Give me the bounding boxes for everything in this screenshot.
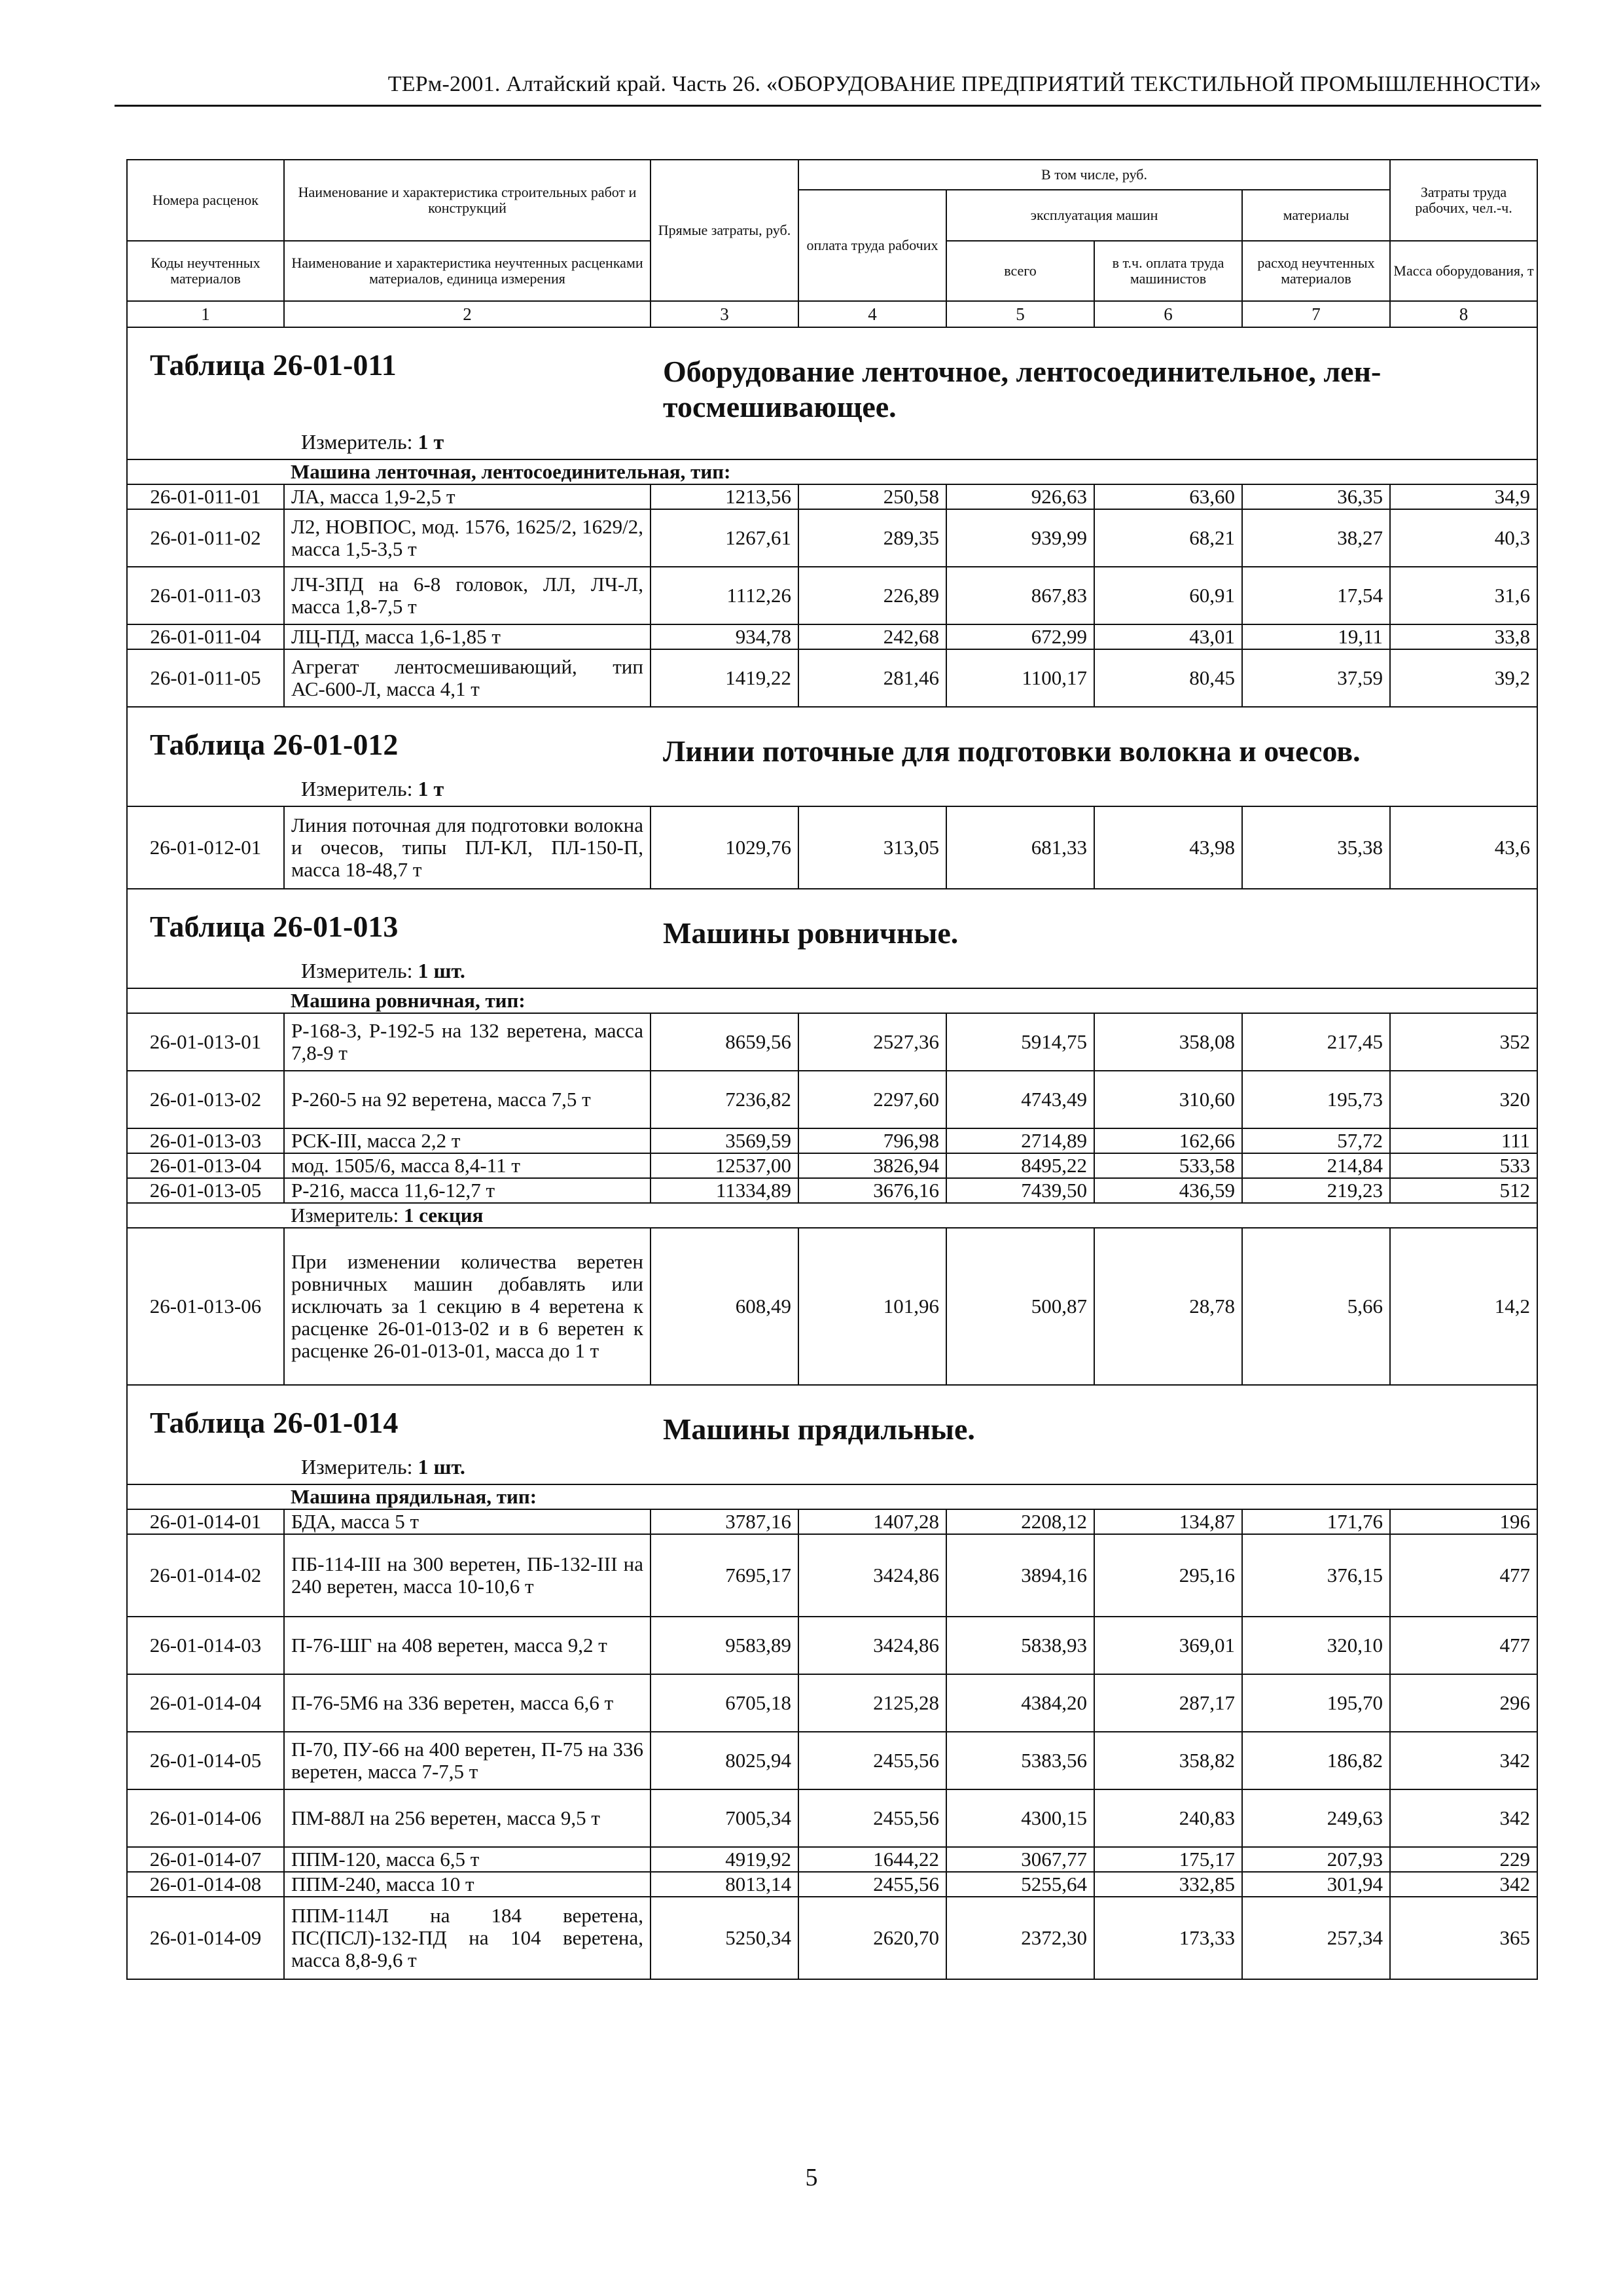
machine-cost-total: 867,83: [946, 567, 1094, 624]
rate-description: Линия поточная для подготовки волокна и очесов, типы ПЛ-КЛ, ПЛ-150-П, масса 18-48,7 т: [284, 806, 651, 889]
direct-cost: 1419,22: [651, 649, 798, 707]
rate-description: ПБ-114-III на 300 веретен, ПБ-132-III на 240 веретен, масса 10-10,6 т: [284, 1534, 651, 1617]
rate-description: П-70, ПУ-66 на 400 веретен, П-75 на 336 веретен, масса 7-7,5 т: [284, 1732, 651, 1789]
labor-cost: 3676,16: [798, 1178, 946, 1203]
direct-cost: 8025,94: [651, 1732, 798, 1789]
table-title: Машины прядильные.: [663, 1412, 975, 1446]
machine-cost-total: 4384,20: [946, 1674, 1094, 1732]
section-heading-row: [127, 1385, 1537, 1484]
rate-code: 26-01-011-01: [127, 484, 284, 509]
materials-cost: 376,15: [1242, 1534, 1390, 1617]
rate-code: 26-01-013-06: [127, 1228, 284, 1385]
rate-code: 26-01-011-05: [127, 649, 284, 707]
direct-cost: 5250,34: [651, 1897, 798, 1979]
machines-header: эксплуатация машин: [946, 190, 1242, 241]
column-number: 1: [127, 301, 284, 327]
materials-cost: 195,70: [1242, 1674, 1390, 1732]
rate-code: 26-01-013-02: [127, 1071, 284, 1128]
direct-cost: 7005,34: [651, 1789, 798, 1847]
col-group-header: В том числе, руб.: [798, 160, 1390, 190]
equipment-mass: 229: [1390, 1847, 1537, 1872]
machinist-labor-cost: 28,78: [1094, 1228, 1242, 1385]
machinist-labor-cost: 287,17: [1094, 1674, 1242, 1732]
machine-cost-total: 4300,15: [946, 1789, 1094, 1847]
rate-description: ЛЦ-ПД, масса 1,6-1,85 т: [284, 624, 651, 649]
direct-cost: 7236,82: [651, 1071, 798, 1128]
rate-description: РСК-III, масса 2,2 т: [284, 1128, 651, 1153]
materials-cost: 207,93: [1242, 1847, 1390, 1872]
table-title: Линии поточные для подготовки волокна и очесов.: [663, 734, 1361, 768]
machine-type-subhead: Машина ровничная, тип:: [284, 988, 1537, 1013]
machinist-labor-cost: 240,83: [1094, 1789, 1242, 1847]
labor-cost: 250,58: [798, 484, 946, 509]
rate-code: 26-01-014-02: [127, 1534, 284, 1617]
table-row: [127, 1732, 1537, 1789]
rates-table: [126, 159, 1538, 1980]
machine-type-subhead: Машина ленточная, лентосоединительная, тип:: [284, 459, 1537, 484]
section-heading-row: [127, 327, 1537, 459]
subhead-row: [127, 459, 1537, 484]
labor-cost: 2527,36: [798, 1013, 946, 1071]
subhead-row: [127, 988, 1537, 1013]
equipment-mass: 365: [1390, 1897, 1537, 1979]
equipment-mass: 39,2: [1390, 649, 1537, 707]
labor-cost: 2620,70: [798, 1897, 946, 1979]
rate-description: ППМ-240, масса 10 т: [284, 1872, 651, 1897]
col1-top: Номера расценок: [127, 160, 284, 241]
direct-cost: 1213,56: [651, 484, 798, 509]
machine-cost-total: 681,33: [946, 806, 1094, 889]
subhead-row: [127, 1484, 1537, 1509]
col4-header: оплата труда рабочих: [798, 190, 946, 301]
materials-cost: 219,23: [1242, 1178, 1390, 1203]
rate-code: 26-01-014-09: [127, 1897, 284, 1979]
direct-cost: 1112,26: [651, 567, 798, 624]
rate-code: 26-01-014-06: [127, 1789, 284, 1847]
equipment-mass: 533: [1390, 1153, 1537, 1178]
machinist-labor-cost: 369,01: [1094, 1617, 1242, 1674]
machinist-labor-cost: 310,60: [1094, 1071, 1242, 1128]
machinist-labor-cost: 60,91: [1094, 567, 1242, 624]
rate-code: 26-01-014-04: [127, 1674, 284, 1732]
machinist-labor-cost: 332,85: [1094, 1872, 1242, 1897]
unit-label: Измеритель:: [301, 1455, 413, 1479]
machine-cost-total: 2208,12: [946, 1509, 1094, 1534]
col2-bottom: Наименование и характеристика неучтенных расценками материалов, единица измерения: [284, 241, 651, 301]
machine-cost-total: 2372,30: [946, 1897, 1094, 1979]
machine-type-subhead: Машина прядильная, тип:: [284, 1484, 1537, 1509]
table-row: [127, 1617, 1537, 1674]
materials-cost: 57,72: [1242, 1128, 1390, 1153]
equipment-mass: 43,6: [1390, 806, 1537, 889]
machine-cost-total: 5383,56: [946, 1732, 1094, 1789]
column-number: 4: [798, 301, 946, 327]
table-row: [127, 624, 1537, 649]
rate-code: 26-01-012-01: [127, 806, 284, 889]
table-unit: [301, 960, 465, 982]
rate-code: 26-01-011-04: [127, 624, 284, 649]
table-code: Таблица 26-01-013: [150, 910, 399, 943]
table-row: [127, 1534, 1537, 1617]
table-title: Оборудование ленточное, лентосоединительное, лен-тосмешивающее.: [663, 355, 1382, 423]
section-heading-row: [127, 889, 1537, 988]
rate-code: 26-01-014-08: [127, 1872, 284, 1897]
machine-cost-total: 4743,49: [946, 1071, 1094, 1128]
machine-cost-total: 3067,77: [946, 1847, 1094, 1872]
table-row: [127, 1153, 1537, 1178]
rate-code: 26-01-014-05: [127, 1732, 284, 1789]
machine-cost-total: 5914,75: [946, 1013, 1094, 1071]
machinist-labor-cost: 68,21: [1094, 509, 1242, 567]
table-row: [127, 1872, 1537, 1897]
rate-description: П-76-ШГ на 408 веретен, масса 9,2 т: [284, 1617, 651, 1674]
table-row: [127, 1509, 1537, 1534]
direct-cost: 3787,16: [651, 1509, 798, 1534]
rate-description: ППМ-120, масса 6,5 т: [284, 1847, 651, 1872]
materials-cost: 35,38: [1242, 806, 1390, 889]
equipment-mass: 342: [1390, 1872, 1537, 1897]
table-unit: [301, 1456, 465, 1478]
materials-cost: 5,66: [1242, 1228, 1390, 1385]
labor-cost: 281,46: [798, 649, 946, 707]
table-unit: [301, 778, 444, 800]
unit-row: [127, 1203, 1537, 1228]
col8-top: Затраты труда рабочих, чел.-ч.: [1390, 160, 1537, 241]
labor-cost: 1644,22: [798, 1847, 946, 1872]
equipment-mass: 512: [1390, 1178, 1537, 1203]
labor-cost: 2455,56: [798, 1789, 946, 1847]
labor-cost: 242,68: [798, 624, 946, 649]
machinist-labor-cost: 43,01: [1094, 624, 1242, 649]
column-number: 2: [284, 301, 651, 327]
equipment-mass: 14,2: [1390, 1228, 1537, 1385]
direct-cost: 11334,89: [651, 1178, 798, 1203]
rate-description: мод. 1505/6, масса 8,4-11 т: [284, 1153, 651, 1178]
labor-cost: 289,35: [798, 509, 946, 567]
rate-code: 26-01-014-03: [127, 1617, 284, 1674]
machine-cost-total: 2714,89: [946, 1128, 1094, 1153]
table-title: Машины ровничные.: [663, 916, 959, 950]
rate-description: ЛА, масса 1,9-2,5 т: [284, 484, 651, 509]
section-heading-row: [127, 707, 1537, 806]
unit-value: 1 т: [418, 777, 444, 800]
machinist-labor-cost: 358,82: [1094, 1732, 1242, 1789]
materials-cost: 17,54: [1242, 567, 1390, 624]
column-number: 5: [946, 301, 1094, 327]
labor-cost: 2455,56: [798, 1732, 946, 1789]
labor-cost: 313,05: [798, 806, 946, 889]
machinist-labor-cost: 175,17: [1094, 1847, 1242, 1872]
col6-header: в т.ч. оплата труда машинистов: [1094, 241, 1242, 301]
equipment-mass: 477: [1390, 1534, 1537, 1617]
labor-cost: 226,89: [798, 567, 946, 624]
machine-cost-total: 1100,17: [946, 649, 1094, 707]
labor-cost: 2455,56: [798, 1872, 946, 1897]
equipment-mass: 31,6: [1390, 567, 1537, 624]
materials-cost: 37,59: [1242, 649, 1390, 707]
rate-code: 26-01-011-03: [127, 567, 284, 624]
machinist-labor-cost: 358,08: [1094, 1013, 1242, 1071]
direct-cost: 6705,18: [651, 1674, 798, 1732]
table-row: [127, 1013, 1537, 1071]
column-number-row: [127, 301, 1537, 327]
machine-cost-total: 939,99: [946, 509, 1094, 567]
equipment-mass: 40,3: [1390, 509, 1537, 567]
col3-header: Прямые затраты, руб.: [651, 160, 798, 301]
labor-cost: 2297,60: [798, 1071, 946, 1128]
table-row: [127, 509, 1537, 567]
col7-header: расход неучтенных материалов: [1242, 241, 1390, 301]
machine-cost-total: 500,87: [946, 1228, 1094, 1385]
direct-cost: 1029,76: [651, 806, 798, 889]
rate-description: ПМ-88Л на 256 веретен, масса 9,5 т: [284, 1789, 651, 1847]
machinist-labor-cost: 436,59: [1094, 1178, 1242, 1203]
materials-cost: 186,82: [1242, 1732, 1390, 1789]
direct-cost: 4919,92: [651, 1847, 798, 1872]
rate-description: ЛЧ-ЗПД на 6-8 головок, ЛЛ, ЛЧ-Л, масса 1,8-7,5 т: [284, 567, 651, 624]
unit-label: Измеритель:: [291, 1204, 399, 1227]
rate-description: Л2, НОВПОС, мод. 1576, 1625/2, 1629/2, масса 1,5-3,5 т: [284, 509, 651, 567]
running-header: ТЕРм-2001. Алтайский край. Часть 26. «ОБОРУДОВАНИЕ ПРЕДПРИЯТИЙ ТЕКСТИЛЬНОЙ ПРОМЫШЛЕННОСТИ»: [387, 72, 1541, 96]
labor-cost: 3424,86: [798, 1617, 946, 1674]
rate-description: БДА, масса 5 т: [284, 1509, 651, 1534]
equipment-mass: 33,8: [1390, 624, 1537, 649]
labor-cost: 101,96: [798, 1228, 946, 1385]
materials-cost: 301,94: [1242, 1872, 1390, 1897]
machinist-labor-cost: 63,60: [1094, 484, 1242, 509]
rate-code: 26-01-013-04: [127, 1153, 284, 1178]
rate-code: 26-01-013-01: [127, 1013, 284, 1071]
rate-description: Р-260-5 на 92 веретена, масса 7,5 т: [284, 1071, 651, 1128]
table-row: [127, 649, 1537, 707]
table-row: [127, 806, 1537, 889]
equipment-mass: 111: [1390, 1128, 1537, 1153]
machinist-labor-cost: 533,58: [1094, 1153, 1242, 1178]
table-row: [127, 1128, 1537, 1153]
column-number: 6: [1094, 301, 1242, 327]
rate-description: ППМ-114Л на 184 веретена, ПС(ПСЛ)-132-ПД на 104 веретена, масса 8,8-9,6 т: [284, 1897, 651, 1979]
equipment-mass: 477: [1390, 1617, 1537, 1674]
direct-cost: 608,49: [651, 1228, 798, 1385]
equipment-mass: 320: [1390, 1071, 1537, 1128]
table-row: [127, 1178, 1537, 1203]
table-row: [127, 1897, 1537, 1979]
materials-cost: 249,63: [1242, 1789, 1390, 1847]
machine-cost-total: 5255,64: [946, 1872, 1094, 1897]
column-number: 8: [1390, 301, 1537, 327]
rate-code: 26-01-014-01: [127, 1509, 284, 1534]
table-code: Таблица 26-01-014: [150, 1406, 399, 1439]
direct-cost: 9583,89: [651, 1617, 798, 1674]
unit-value: 1 шт.: [418, 1455, 465, 1479]
labor-cost: 796,98: [798, 1128, 946, 1153]
col5-header: всего: [946, 241, 1094, 301]
direct-cost: 12537,00: [651, 1153, 798, 1178]
machine-cost-total: 3894,16: [946, 1534, 1094, 1617]
unit-value: 1 шт.: [418, 959, 465, 982]
col1-bottom: Коды неучтенных материалов: [127, 241, 284, 301]
machine-cost-total: 926,63: [946, 484, 1094, 509]
equipment-mass: 352: [1390, 1013, 1537, 1071]
table-row: [127, 484, 1537, 509]
materials-cost: 19,11: [1242, 624, 1390, 649]
rate-description: При изменении количества веретен ровничных машин добавлять или исключать за 1 секцию в 4 веретена к расценке 26-01-013-02 и в 6 веретен к расценке 26-01-013-01, масса до 1 т: [284, 1228, 651, 1385]
rate-code: 26-01-014-07: [127, 1847, 284, 1872]
machinist-labor-cost: 173,33: [1094, 1897, 1242, 1979]
labor-cost: 1407,28: [798, 1509, 946, 1534]
column-number: 3: [651, 301, 798, 327]
equipment-mass: 196: [1390, 1509, 1537, 1534]
col2-top: Наименование и характеристика строительных работ и конструкций: [284, 160, 651, 241]
table-row: [127, 1789, 1537, 1847]
direct-cost: 8013,14: [651, 1872, 798, 1897]
column-number: 7: [1242, 301, 1390, 327]
unit-label: Измеритель:: [301, 959, 413, 982]
materials-cost: 195,73: [1242, 1071, 1390, 1128]
labor-cost: 2125,28: [798, 1674, 946, 1732]
table-unit: [301, 431, 444, 453]
table-row: [127, 1847, 1537, 1872]
machine-cost-total: 8495,22: [946, 1153, 1094, 1178]
unit-label: Измеритель:: [301, 430, 413, 454]
table-row: [127, 1071, 1537, 1128]
col8-bottom: Масса оборудования, т: [1390, 241, 1537, 301]
direct-cost: 934,78: [651, 624, 798, 649]
direct-cost: 8659,56: [651, 1013, 798, 1071]
rate-code: 26-01-011-02: [127, 509, 284, 567]
machine-cost-total: 5838,93: [946, 1617, 1094, 1674]
rate-description: Р-216, масса 11,6-12,7 т: [284, 1178, 651, 1203]
machinist-labor-cost: 295,16: [1094, 1534, 1242, 1617]
equipment-mass: 342: [1390, 1732, 1537, 1789]
equipment-mass: 34,9: [1390, 484, 1537, 509]
materials-cost: 36,35: [1242, 484, 1390, 509]
rate-description: Агрегат лентосмешивающий, тип АС-600-Л, масса 4,1 т: [284, 649, 651, 707]
materials-cost: 320,10: [1242, 1617, 1390, 1674]
materials-cost: 171,76: [1242, 1509, 1390, 1534]
rate-code: 26-01-013-05: [127, 1178, 284, 1203]
direct-cost: 1267,61: [651, 509, 798, 567]
table-row: [127, 1228, 1537, 1385]
table-code: Таблица 26-01-012: [150, 728, 399, 761]
machine-cost-total: 672,99: [946, 624, 1094, 649]
materials-header: материалы: [1242, 190, 1390, 241]
machinist-labor-cost: 80,45: [1094, 649, 1242, 707]
materials-cost: 257,34: [1242, 1897, 1390, 1979]
table-row: [127, 1674, 1537, 1732]
header-row-1: [127, 160, 1537, 190]
materials-cost: 217,45: [1242, 1013, 1390, 1071]
rate-description: П-76-5М6 на 336 веретен, масса 6,6 т: [284, 1674, 651, 1732]
direct-cost: 7695,17: [651, 1534, 798, 1617]
table-code: Таблица 26-01-011: [150, 348, 397, 382]
rate-description: Р-168-3, Р-192-5 на 132 веретена, масса 7,8-9 т: [284, 1013, 651, 1071]
labor-cost: 3424,86: [798, 1534, 946, 1617]
materials-cost: 214,84: [1242, 1153, 1390, 1178]
equipment-mass: 342: [1390, 1789, 1537, 1847]
page-number: 5: [805, 2164, 818, 2191]
materials-cost: 38,27: [1242, 509, 1390, 567]
unit-label: Измеритель:: [301, 777, 413, 800]
unit-value: 1 т: [418, 430, 444, 454]
table-row: [127, 567, 1537, 624]
header-rule: [115, 105, 1541, 107]
machinist-labor-cost: 134,87: [1094, 1509, 1242, 1534]
machine-cost-total: 7439,50: [946, 1178, 1094, 1203]
equipment-mass: 296: [1390, 1674, 1537, 1732]
unit-value: 1 секция: [403, 1204, 484, 1227]
direct-cost: 3569,59: [651, 1128, 798, 1153]
labor-cost: 3826,94: [798, 1153, 946, 1178]
machinist-labor-cost: 162,66: [1094, 1128, 1242, 1153]
machinist-labor-cost: 43,98: [1094, 806, 1242, 889]
rate-code: 26-01-013-03: [127, 1128, 284, 1153]
